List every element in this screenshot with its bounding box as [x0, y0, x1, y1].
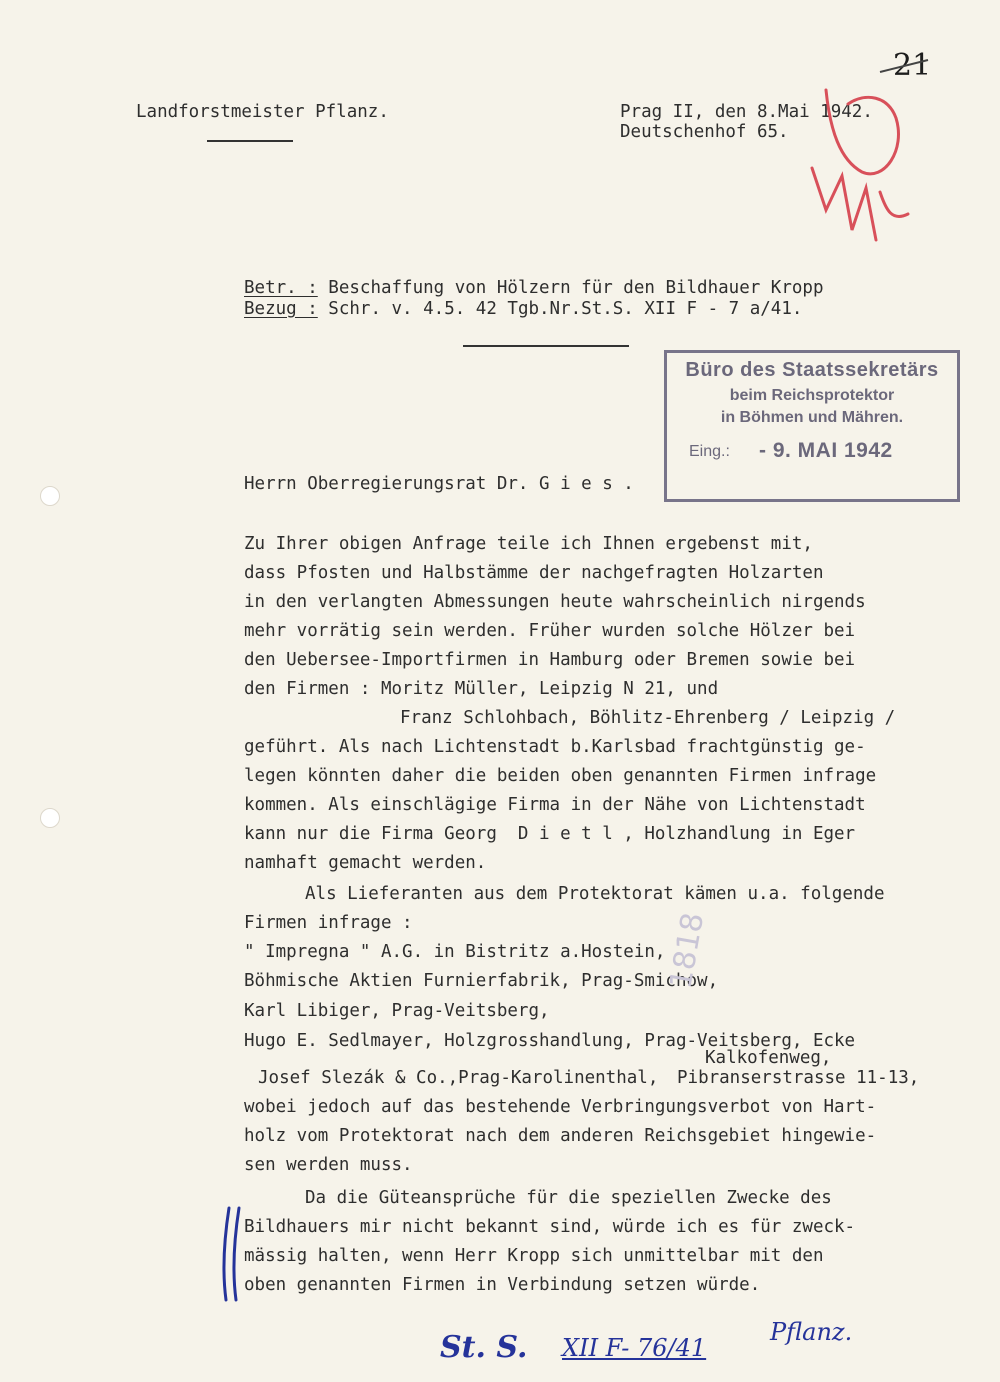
page-number: 21: [893, 48, 932, 83]
bezug-text: Schr. v. 4.5. 42 Tgb.Nr.St.S. XII F - 7 a/41.: [317, 299, 803, 319]
blue-margin-bracket-icon: [224, 1208, 239, 1300]
body-line: wobei jedoch auf das bestehende Verbringungsverbot von Hart-: [244, 1097, 877, 1117]
recipient-line: Herrn Oberregierungsrat Dr. G i e s .: [244, 474, 634, 494]
supplier-line: Hugo E. Sedlmayer, Holzgrosshandlung, Prag-Veitsberg, Ecke: [244, 1031, 856, 1051]
body-line: Als Lieferanten aus dem Protektorat kämen u.a. folgende: [305, 884, 885, 904]
stamp-line-3: in Böhmen und Mähren.: [720, 409, 904, 426]
stamp-line-2: beim Reichsprotektor: [729, 387, 895, 404]
body-line: kann nur die Firma Georg D i e t l , Holzhandlung in Eger: [244, 824, 856, 844]
body-line: legen könnten daher die beiden oben genannten Firmen infrage: [244, 766, 877, 786]
signature: Pflanz.: [770, 1318, 853, 1346]
supplier-line: Karl Libiger, Prag-Veitsberg,: [244, 1001, 550, 1021]
body-line: oben genannten Firmen in Verbindung setzen würde.: [244, 1275, 761, 1295]
body-line: mässig halten, wenn Herr Kropp sich unmittelbar mit den: [244, 1246, 824, 1266]
red-pencil-paraph-icon: [812, 90, 908, 240]
supplier-line: Josef Slezák & Co.,Prag-Karolinenthal,: [258, 1068, 659, 1088]
body-line: geführt. Als nach Lichtenstadt b.Karlsbad frachtgünstig ge-: [244, 737, 866, 757]
supplier-line: " Impregna " A.G. in Bistritz a.Hostein,: [244, 942, 666, 962]
page-number-strike-icon: [880, 60, 928, 72]
body-line: Zu Ihrer obigen Anfrage teile ich Ihnen ergebenst mit,: [244, 534, 813, 554]
body-line: namhaft gemacht werden.: [244, 853, 487, 873]
body-line: den Firmen : Moritz Müller, Leipzig N 21, und: [244, 679, 719, 699]
body-line: kommen. Als einschlägige Firma in der Nähe von Lichtenstadt: [244, 795, 866, 815]
file-number: XII F- 76/41: [562, 1334, 707, 1362]
faint-pencil-annotation-icon: 1818: [663, 910, 712, 992]
supplier-line: Böhmische Aktien Furnierfabrik, Prag-Smichow,: [244, 971, 719, 991]
sender-line: Landforstmeister Pflanz.: [136, 102, 389, 122]
supplier-line-continued: Pibranserstrasse 11-13,: [677, 1068, 920, 1088]
body-line: Firmen infrage :: [244, 913, 413, 933]
body-line: Bildhauers mir nicht bekannt sind, würde ich es für zweck-: [244, 1217, 856, 1237]
address-line: Deutschenhof 65.: [620, 122, 789, 142]
supplier-line-continued: Kalkofenweg,: [705, 1048, 832, 1068]
stamp-line-1: Büro des Staatssekretärs: [685, 359, 939, 381]
place-date-line: Prag II, den 8.Mai 1942.: [620, 102, 873, 122]
body-line: dass Pfosten und Halbstämme der nachgefragten Holzarten: [244, 563, 824, 583]
betr-text: Beschaffung von Hölzern für den Bildhauer Kropp: [317, 278, 824, 298]
body-line: Franz Schlohbach, Böhlitz-Ehrenberg / Leipzig /: [400, 708, 896, 728]
registry-mark: St. S.: [440, 1330, 528, 1365]
body-line: Da die Güteansprüche für die speziellen Zwecke des: [305, 1188, 832, 1208]
bezug-label: Bezug :: [244, 299, 318, 319]
body-line: holz vom Protektorat nach dem anderen Reichsgebiet hingewie-: [244, 1126, 877, 1146]
body-line: sen werden muss.: [244, 1155, 413, 1175]
body-line: den Uebersee-Importfirmen in Hamburg oder Bremen sowie bei: [244, 650, 856, 670]
body-line: in den verlangten Abmessungen heute wahrscheinlich nirgends: [244, 592, 866, 612]
body-line: mehr vorrätig sein werden. Früher wurden solche Hölzer bei: [244, 621, 856, 641]
betr-label: Betr. :: [244, 278, 318, 298]
stamp-received-date: - 9. MAI 1942: [759, 439, 893, 462]
stamp-received-label: Eing.:: [689, 443, 730, 460]
